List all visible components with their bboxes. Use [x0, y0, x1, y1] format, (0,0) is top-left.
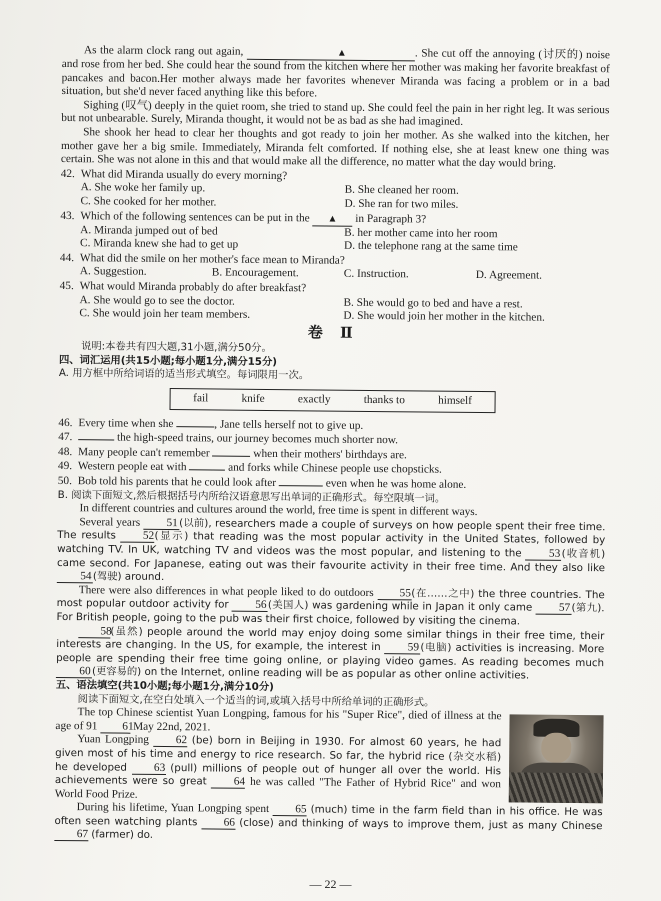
blank-54[interactable]: 54 — [57, 570, 93, 583]
text: (驾驶) around. — [92, 570, 165, 584]
question-stem: Which of the following sentences can be put in the — [80, 209, 310, 224]
part-b-paragraph-3 — [56, 584, 604, 630]
text: (电脑) activities is increasing. More people are spending their free time going online, or playing video games. As reading becomes much — [56, 641, 605, 669]
blank-line — [312, 212, 352, 226]
option-d: D. She would join her mother in the kitchen. — [343, 309, 545, 324]
text: Several years — [79, 516, 141, 529]
blank-53[interactable]: 53 — [526, 547, 562, 560]
question-stem: What did the smile on her mother's face mean to Miranda? — [79, 251, 345, 267]
section-note: 说明:本卷共有四大题,31小题,满分50分。 — [81, 340, 272, 355]
option-a: A. Miranda jumped out of bed — [80, 223, 218, 238]
question-number: 43. — [60, 209, 75, 222]
text: (close) and thinking of ways to improve them, just as many Chinese — [239, 816, 603, 833]
blank-64[interactable]: 64 — [211, 776, 245, 789]
question-stem: What did Miranda usually do every morning? — [80, 167, 288, 182]
option-a: A. She would go to see the doctor. — [79, 293, 235, 308]
option-c: C. Instruction. — [343, 268, 409, 281]
text: There were also differences in what people liked to do outdoors — [78, 583, 374, 599]
passage-paragraph-2: Sighing (叹气) deeply in the quiet room, she tried to stand up. She could feel the pain in her right leg. It was serious but not unbearable. Surely, Miranda thought, it would not be as bad as she had imagined. — [61, 98, 610, 129]
page-content — [54, 44, 610, 847]
text: (收音机) came second. For Japanese, eating out was their favourite activity in their free time. And they also like — [56, 547, 606, 574]
option-c: C. Miranda knew she had to get up — [80, 237, 239, 251]
section-title: 卷 Ⅱ — [307, 323, 359, 342]
text: Bob told his parents that he could look after — [77, 475, 277, 490]
question-number: 50. — [57, 475, 72, 488]
text: (第九). For British people, going to the pub was their first choice, followed by visiting the cinema. — [56, 602, 605, 628]
question-44 — [60, 252, 608, 284]
part-4-heading: 四、词汇运用(共15小题;每小题1分,满分15分) — [58, 353, 278, 368]
text: As the alarm clock rang out again, — [83, 44, 244, 58]
option-d: D. the telephone rang at the same time — [344, 239, 518, 254]
passage-paragraph-1 — [61, 44, 610, 104]
text: (虽然) people around the world may enjoy doing some similar things in their free time, their interests are changing. In the US, for example, the interest in — [56, 625, 605, 654]
part-a-instruction: A. 用方框中所给词语的适当形式填空。每词限用一次。 — [58, 367, 310, 382]
text: (显示) that reading was the most popular activity in the United States, followed by watching TV. In UK, watching TV and videos was the most popular, and listening to the — [57, 530, 606, 560]
option-a: A. She woke her family up. — [80, 181, 206, 195]
part-b-paragraph-1: In different countries and cultures around the world, free time is spent in different ways. — [79, 502, 478, 519]
text: when their mothers' birthdays are. — [253, 447, 407, 462]
option-b: B. She would go to bed and have a rest. — [343, 296, 523, 310]
option-b: B. Encouragement. — [211, 266, 299, 280]
text: (美国人) was gardening while in Japan it only came — [267, 599, 533, 614]
blank-65[interactable]: 65 — [273, 803, 307, 816]
word-box-item: exactly — [297, 393, 331, 406]
word-box-item: himself — [438, 394, 473, 408]
blank-57[interactable]: 57 — [535, 602, 571, 615]
answer-blank[interactable] — [189, 470, 225, 471]
word-box — [169, 388, 495, 413]
page-number: — 22 — — [309, 877, 352, 891]
word-box-item: knife — [241, 392, 265, 406]
text: Yuan Longping — [77, 733, 149, 747]
text: (在……之中) the three countries. The most popular outdoor activity for — [56, 587, 605, 612]
option-b: B. her mother came into her room — [344, 226, 498, 240]
blank-60[interactable]: 60 — [56, 665, 92, 678]
answer-blank[interactable] — [279, 485, 323, 486]
text: . She cut off the annoying (讨厌的) noise and rose from her bed. She could hear the sound from the kitchen where her mother was making her favorite breakfast of pancakes and bacon.Her mother always made her favorites whenever Miranda was facing a problem or in a bad situation, but she'd never faced anything like this before. — [61, 47, 610, 100]
option-d: D. Agreement. — [475, 269, 543, 282]
option-a: A. Suggestion. — [79, 265, 147, 279]
text: (更容易的) on the Internet, online reading will be as popular as other online activities. — [91, 665, 530, 682]
text: he was called "The Father of Hybrid Rice" and won World Food Prize. — [54, 775, 501, 801]
text: (以前), researchers made a couple of surveys on how people spent their free time. The results — [57, 516, 606, 542]
question-number: 45. — [59, 279, 74, 293]
part-b-instruction: B. 阅读下面短文,然后根据括号内所给汉语意思写出单词的正确形式。每空限填一词。 — [57, 488, 446, 505]
question-number: 46. — [58, 416, 73, 429]
question-number: 44. — [59, 251, 75, 264]
question-number: 49. — [57, 460, 73, 473]
text: (be) born in Beijing in 1930. For almost 60 years, he had given most of his time and energy to rice research. So far, the hybrid rice (杂交水稻) he developed — [55, 734, 502, 774]
blank-62[interactable]: 62 — [153, 734, 187, 747]
word-box-item: fail — [193, 392, 209, 405]
blank-58[interactable]: 58 — [78, 625, 110, 638]
question-number: 42. — [60, 167, 75, 180]
triangle-marker-icon: ▲ — [327, 213, 338, 225]
blank-63[interactable]: 63 — [132, 761, 166, 774]
option-c: C. She cooked for her mother. — [80, 195, 217, 209]
rice-plants-shape — [509, 772, 603, 803]
face-shape — [541, 733, 571, 763]
part-b-paragraph-2 — [57, 516, 606, 589]
part-5-heading: 五、语法填空(共10小题;每小题1分,满分10分) — [55, 678, 274, 694]
blank-67[interactable]: 67 — [54, 828, 88, 841]
text: Every time when she — [78, 416, 174, 430]
answer-blank[interactable] — [212, 455, 250, 456]
option-b: B. She cleaned her room. — [344, 184, 459, 198]
blank-61[interactable]: 61 — [100, 720, 130, 733]
answer-blank[interactable] — [78, 439, 114, 440]
blank-55[interactable]: 55 — [377, 587, 411, 600]
question-45 — [59, 280, 607, 326]
question-43 — [60, 210, 608, 256]
text: The top Chinese scientist Yuan Longping, famous for his "Super Rice", died of illness at the age of 91 — [55, 706, 502, 733]
question-42 — [60, 168, 608, 214]
text: (farmer) do. — [91, 828, 154, 842]
text: and forks while Chinese people use chopsticks. — [228, 462, 442, 477]
grammar-paragraph-3 — [54, 801, 602, 847]
part-5-instruction: 阅读下面短文,在空白处填入一个适当的词,或填入括号中所给单词的正确形式。 — [77, 692, 435, 709]
text: During his lifetime, Yuan Longping spent — [76, 801, 270, 816]
text: May 22nd, 2021. — [133, 720, 211, 734]
text: , Jane tells herself not to give up. — [214, 418, 364, 432]
question-number: 47. — [58, 431, 73, 444]
word-box-item: thanks to — [363, 393, 405, 407]
blank-59[interactable]: 59 — [384, 641, 420, 654]
text: Many people can't remember — [78, 446, 210, 460]
question-number: 48. — [58, 445, 73, 458]
answer-blank[interactable] — [176, 426, 214, 427]
option-c: C. She would join her team members. — [79, 307, 251, 321]
triangle-marker-icon: ▲ — [336, 47, 347, 59]
text: even when he was home alone. — [325, 477, 467, 491]
text: (much) time in the farm field than in his office. He was often seen watching plants — [54, 803, 603, 829]
text: (pull) millions of people out of hunger all over the world. His achievements were so great — [54, 761, 502, 788]
text: the high-speed trains, our journey becomes much shorter now. — [116, 431, 399, 447]
option-d: D. She ran for two miles. — [344, 197, 459, 211]
blank-51[interactable]: 51 — [143, 517, 179, 530]
blank-52[interactable]: 52 — [120, 530, 154, 543]
part-b-paragraph-4 — [56, 625, 604, 685]
question-stem: What would Miranda probably do after breakfast? — [79, 280, 307, 295]
passage-paragraph-3: She shook her head to clear her thoughts and got ready to join her mother. As she walked into the kitchen, her mother gave her a big smile. Immediately, Miranda felt comforted. If nothing else, she at least knew one thing was certain. She was not alone in this and that would make all the difference, no matter what the day would bring. — [60, 126, 610, 170]
blank-66[interactable]: 66 — [201, 816, 235, 829]
question-stem: in Paragraph 3? — [355, 212, 427, 226]
blank-56[interactable]: 56 — [232, 599, 268, 612]
text: Western people eat with — [77, 460, 187, 474]
yuan-longping-photo — [509, 714, 604, 803]
